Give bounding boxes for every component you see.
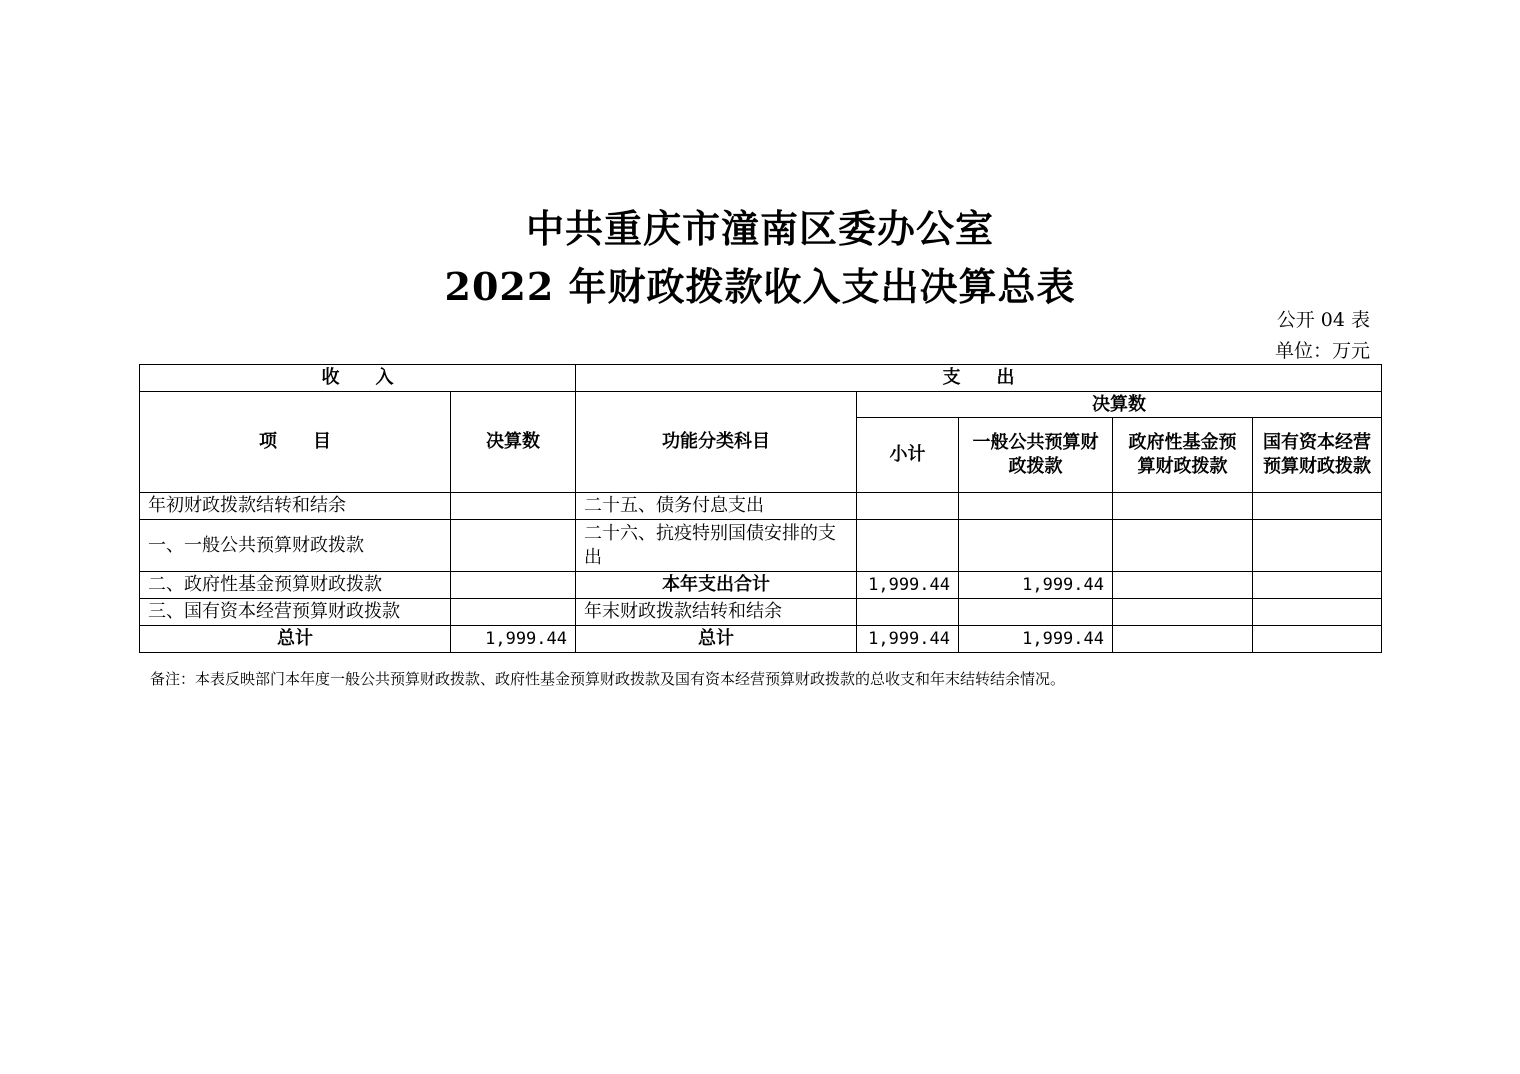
gov-fund-header: 政府性基金预算财政拨款: [1113, 418, 1253, 493]
general-public-value: [959, 493, 1113, 520]
income-amount: [451, 572, 576, 599]
subtotal-value: [857, 599, 959, 626]
table-row: [140, 572, 1382, 599]
table-row: [140, 599, 1382, 626]
table-row: [140, 493, 1382, 520]
general-public-value: 1,999.44: [959, 572, 1113, 599]
table-row: [140, 520, 1382, 572]
budget-table: [139, 364, 1382, 653]
table-code: 公开 04 表: [1276, 309, 1370, 331]
page-subtitle: 2022 年财政拨款收入支出决算总表: [444, 264, 1076, 309]
income-total-amount: 1,999.44: [451, 626, 576, 653]
gov-fund-value: [1113, 599, 1253, 626]
income-total-label: 总计: [140, 626, 451, 653]
general-public-header: 一般公共预算财政拨款: [959, 418, 1113, 493]
income-item: 一、一般公共预算财政拨款: [140, 520, 451, 572]
income-header: 收 入: [140, 365, 576, 392]
expenditure-item: 本年支出合计: [576, 572, 857, 599]
general-public-value: [959, 520, 1113, 572]
state-capital-value: [1253, 493, 1382, 520]
expenditure-item: 二十六、抗疫特别国债安排的支出: [576, 520, 857, 572]
page-title: 中共重庆市潼南区委办公室: [525, 206, 994, 251]
expenditure-item: 二十五、债务付息支出: [576, 493, 857, 520]
unit-label: 单位：万元: [1274, 340, 1370, 362]
gov-fund-value: [1113, 626, 1253, 653]
expenditure-item: 年末财政拨款结转和结余: [576, 599, 857, 626]
item-header: 项 目: [140, 392, 451, 493]
gov-fund-value: [1113, 520, 1253, 572]
functional-category-header: 功能分类科目: [576, 392, 857, 493]
gov-fund-value: [1113, 572, 1253, 599]
gov-fund-value: [1113, 493, 1253, 520]
state-capital-value: [1253, 626, 1382, 653]
income-item: 三、国有资本经营预算财政拨款: [140, 599, 451, 626]
income-item: 二、政府性基金预算财政拨款: [140, 572, 451, 599]
general-public-value: [959, 599, 1113, 626]
income-amount: [451, 520, 576, 572]
subtotal-value: [857, 493, 959, 520]
subtotal-value: 1,999.44: [857, 626, 959, 653]
expenditure-header: 支 出: [576, 365, 1382, 392]
income-amount: [451, 493, 576, 520]
state-capital-value: [1253, 599, 1382, 626]
state-capital-header: 国有资本经营预算财政拨款: [1253, 418, 1382, 493]
income-amount: [451, 599, 576, 626]
table-row-total: [140, 626, 1382, 653]
final-amount-header: 决算数: [857, 392, 1382, 418]
state-capital-value: [1253, 520, 1382, 572]
subtotal-value: [857, 520, 959, 572]
state-capital-value: [1253, 572, 1382, 599]
expenditure-total-label: 总计: [576, 626, 857, 653]
general-public-value: 1,999.44: [959, 626, 1113, 653]
subtotal-value: 1,999.44: [857, 572, 959, 599]
income-amount-header: 决算数: [451, 392, 576, 493]
subtotal-header: 小计: [857, 418, 959, 493]
income-item: 年初财政拨款结转和结余: [140, 493, 451, 520]
footnote: 备注：本表反映部门本年度一般公共预算财政拨款、政府性基金预算财政拨款及国有资本经营预算财政拨款的总收支和年末结转结余情况。: [150, 670, 1066, 688]
